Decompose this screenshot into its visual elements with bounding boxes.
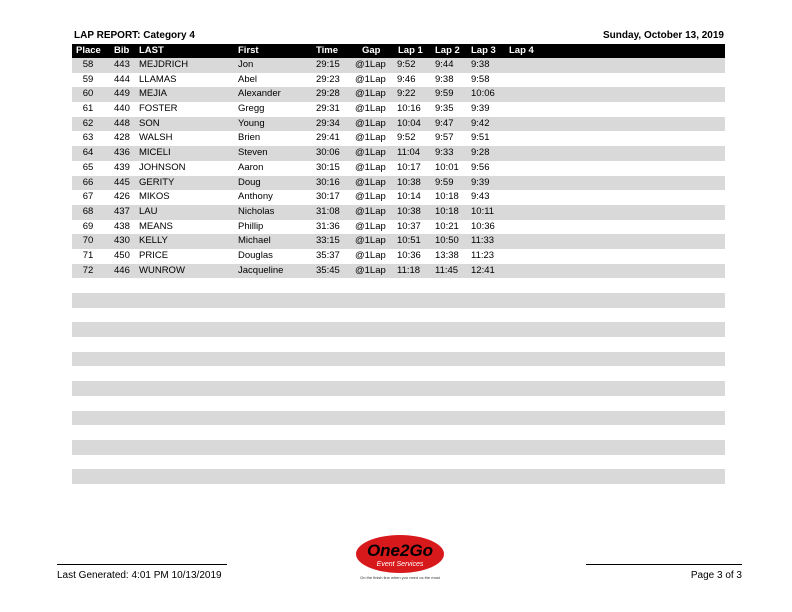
cell-lap3: 9:39 [471,103,490,115]
table-row [72,205,725,220]
cell-lap2: 10:18 [435,205,459,217]
cell-lap1: 9:46 [397,73,416,85]
cell-bib: 436 [114,147,130,159]
cell-lap1: 10:51 [397,235,421,247]
table-row [72,308,725,323]
report-date: Sunday, October 13, 2019 [603,30,724,41]
cell-first: Abel [238,73,258,85]
cell-first: Douglas [238,249,273,261]
table-row [72,102,725,117]
cell-first: Alexander [238,88,281,100]
cell-gap: @1Lap [355,73,386,85]
cell-last: GERITY [139,176,175,188]
cell-last: LAU [139,205,158,217]
cell-last: MEJDRICH [139,59,189,70]
cell-lap2: 9:44 [435,59,454,70]
cell-last: JOHNSON [139,161,186,173]
cell-lap2: 9:57 [435,132,454,144]
cell-lap2: 10:21 [435,220,459,232]
table-row [72,176,725,191]
cell-gap: @1Lap [355,264,386,276]
cell-last: MEJIA [139,88,167,100]
cell-lap1: 9:22 [397,88,416,100]
col-time: Time [316,45,339,56]
col-lap1: Lap 1 [398,45,423,56]
cell-lap2: 10:18 [435,191,459,203]
cell-place: 60 [82,88,94,100]
cell-last: KELLY [139,235,168,247]
cell-first: Michael [238,235,271,247]
cell-first: Doug [238,176,261,188]
cell-place: 72 [82,264,94,276]
table-row [72,484,725,499]
cell-place: 64 [82,147,94,159]
cell-gap: @1Lap [355,205,386,217]
cell-lap1: 10:36 [397,249,421,261]
cell-gap: @1Lap [355,249,386,261]
cell-time: 29:34 [316,117,340,129]
table-row [72,249,725,264]
cell-bib: 443 [114,59,130,70]
cell-lap3: 12:41 [471,264,495,276]
cell-first: Jon [238,59,254,70]
table-body [72,58,725,499]
table-row [72,337,725,352]
cell-first: Young [238,117,265,129]
table-row [72,131,725,146]
cell-lap1: 10:17 [397,161,421,173]
logo-tagline: On the finish line when you need us the most [360,575,440,580]
cell-place: 65 [82,161,94,173]
cell-lap2: 10:01 [435,161,459,173]
table-row [72,87,725,102]
cell-bib: 438 [114,220,130,232]
cell-bib: 428 [114,132,130,144]
lap-report-table [72,44,725,499]
last-generated: Last Generated: 4:01 PM 10/13/2019 [57,570,222,581]
footer-rule-left [57,564,227,565]
cell-lap1: 10:37 [397,220,421,232]
cell-time: 29:23 [316,73,340,85]
cell-lap1: 11:18 [397,264,421,276]
cell-first: Steven [238,147,268,159]
cell-first: Gregg [238,103,265,115]
cell-place: 69 [82,220,94,232]
cell-bib: 449 [114,88,130,100]
cell-lap3: 11:23 [471,249,495,261]
logo-text: One2Go [366,541,434,560]
col-first: First [238,45,259,56]
cell-lap2: 9:47 [435,117,454,129]
cell-lap1: 10:38 [397,205,421,217]
cell-lap3: 9:51 [471,132,490,144]
cell-lap2: 9:38 [435,73,454,85]
cell-place: 70 [82,235,94,247]
cell-gap: @1Lap [355,161,386,173]
table-row [72,234,725,249]
cell-time: 31:08 [316,205,340,217]
cell-time: 30:15 [316,161,340,173]
cell-gap: @1Lap [355,235,386,247]
cell-time: 31:36 [316,220,340,232]
cell-last: SON [139,117,160,129]
cell-last: MIKOS [139,191,170,203]
col-lap3: Lap 3 [471,45,496,56]
cell-place: 59 [82,73,94,85]
cell-last: WUNROW [139,264,185,276]
cell-lap3: 9:58 [471,73,490,85]
cell-lap1: 10:14 [397,191,421,203]
cell-bib: 430 [114,235,130,247]
cell-gap: @1Lap [355,220,386,232]
cell-lap3: 11:33 [471,235,495,247]
table-row [72,293,725,308]
cell-bib: 450 [114,249,130,261]
page-number: Page 3 of 3 [690,570,742,581]
col-gap: Gap [362,45,381,56]
cell-lap2: 9:33 [435,147,454,159]
cell-lap2: 11:45 [435,264,459,276]
table-row [72,469,725,484]
cell-lap3: 10:36 [471,220,495,232]
cell-first: Aaron [238,161,264,173]
cell-gap: @1Lap [355,103,386,115]
table-row [72,220,725,235]
logo-subtext: Event Services [376,561,424,568]
report-title: LAP REPORT: Category 4 [74,30,195,41]
table-row [72,425,725,440]
cell-bib: 440 [114,103,130,115]
cell-place: 71 [82,249,94,261]
cell-lap1: 10:38 [397,176,421,188]
cell-gap: @1Lap [355,59,386,70]
table-row [72,411,725,426]
cell-place: 66 [82,176,94,188]
table-row [72,73,725,88]
cell-time: 29:31 [316,103,340,115]
cell-lap3: 10:11 [471,205,495,217]
cell-first: Brien [238,132,261,144]
cell-first: Nicholas [238,205,275,217]
table-row [72,366,725,381]
cell-first: Phillip [238,220,264,232]
table-row [72,161,725,176]
cell-last: MICELI [139,147,171,159]
cell-bib: 439 [114,161,130,173]
cell-lap3: 9:39 [471,176,490,188]
table-row [72,396,725,411]
table-row [72,278,725,293]
cell-place: 62 [82,117,94,129]
cell-time: 29:41 [316,132,340,144]
cell-time: 33:15 [316,235,340,247]
cell-gap: @1Lap [355,191,386,203]
cell-lap3: 9:38 [471,59,490,70]
cell-lap1: 9:52 [397,59,416,70]
cell-bib: 437 [114,205,130,217]
cell-place: 61 [82,103,94,115]
cell-lap2: 10:50 [435,235,459,247]
cell-lap1: 10:04 [397,117,421,129]
cell-lap2: 9:35 [435,103,454,115]
cell-last: PRICE [139,249,169,261]
one2go-logo [354,534,446,578]
col-last: LAST [139,45,164,56]
table-row [72,322,725,337]
cell-place: 63 [82,132,94,144]
cell-lap3: 9:43 [471,191,490,203]
cell-last: MEANS [139,220,173,232]
cell-bib: 444 [114,73,130,85]
table-row [72,381,725,396]
cell-last: FOSTER [139,103,178,115]
cell-lap2: 13:38 [435,249,459,261]
table-row [72,58,725,73]
cell-time: 35:37 [316,249,340,261]
cell-lap1: 11:04 [397,147,421,159]
col-place: Place [76,45,101,56]
cell-first: Anthony [238,191,273,203]
cell-gap: @1Lap [355,117,386,129]
cell-first: Jacqueline [238,264,284,276]
cell-lap2: 9:59 [435,88,454,100]
table-row [72,146,725,161]
table-row [72,440,725,455]
cell-lap3: 9:28 [471,147,490,159]
footer-rule-right [586,564,742,565]
cell-time: 30:16 [316,176,340,188]
cell-place: 67 [82,191,94,203]
col-lap4: Lap 4 [509,45,534,56]
table-row [72,352,725,367]
cell-last: WALSH [139,132,173,144]
cell-gap: @1Lap [355,88,386,100]
cell-time: 29:28 [316,88,340,100]
cell-bib: 426 [114,191,130,203]
cell-time: 35:45 [316,264,340,276]
cell-gap: @1Lap [355,176,386,188]
cell-lap3: 9:56 [471,161,490,173]
cell-time: 30:06 [316,147,340,159]
cell-lap1: 9:52 [397,132,416,144]
cell-place: 68 [82,205,94,217]
col-lap2: Lap 2 [435,45,460,56]
cell-lap2: 9:59 [435,176,454,188]
table-row [72,190,725,205]
table-header [72,44,725,58]
cell-gap: @1Lap [355,132,386,144]
cell-last: LLAMAS [139,73,177,85]
cell-lap1: 10:16 [397,103,421,115]
cell-lap3: 10:06 [471,88,495,100]
cell-bib: 448 [114,117,130,129]
cell-bib: 446 [114,264,130,276]
cell-lap3: 9:42 [471,117,490,129]
col-bib: Bib [114,45,130,56]
cell-gap: @1Lap [355,147,386,159]
table-row [72,455,725,470]
cell-time: 30:17 [316,191,340,203]
cell-time: 29:15 [316,59,340,70]
table-row [72,264,725,279]
table-row [72,117,725,132]
cell-bib: 445 [114,176,130,188]
cell-place: 58 [82,59,94,70]
